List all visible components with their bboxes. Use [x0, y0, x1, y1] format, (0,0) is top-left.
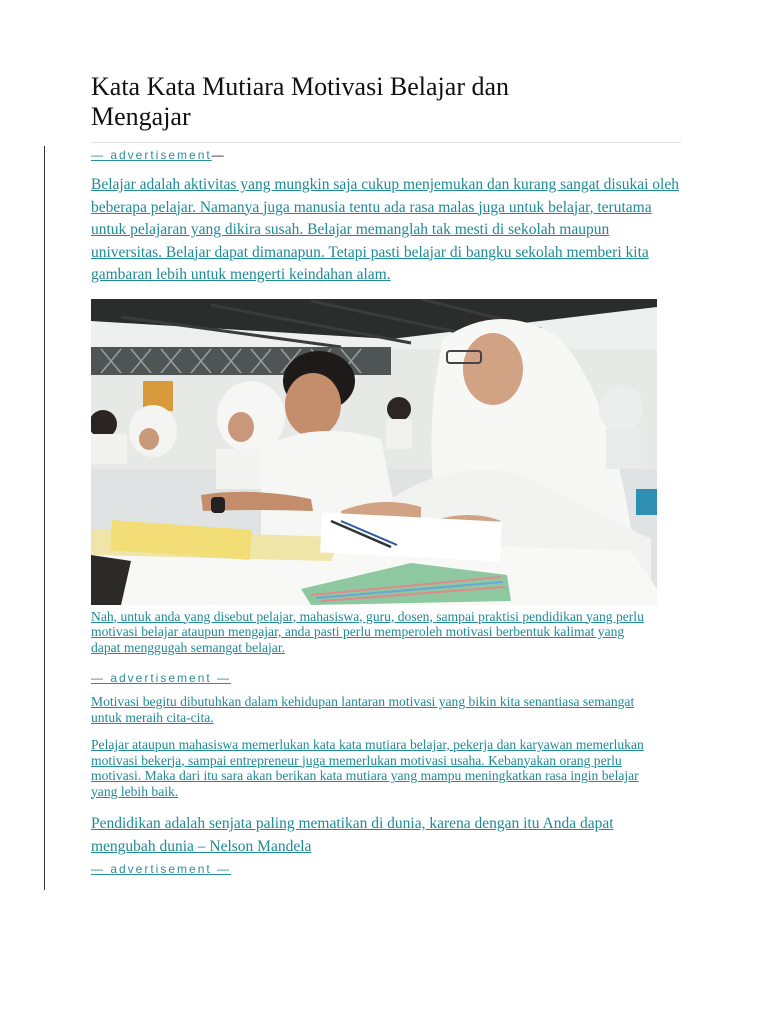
title-line-2: Mengajar [91, 102, 191, 131]
article-photo [91, 299, 657, 605]
paragraph-who-needs-motivation[interactable]: Pelajar ataupun mahasiswa memerlukan kata kata mutiara belajar, pekerja dan karyawan memerlukan motivasi bekerja, sampai entrepreneur juga memerlukan motivasi usaha. Kebanyakan orang perlu motivasi. Maka dari itu sara akan berikan kata mutiara yang mampu meningkatkan rasa ingin belajar yang lebih baik. [91, 737, 644, 799]
intro-paragraph[interactable]: Belajar adalah aktivitas yang mungkin saja cukup menjemukan dan kurang sangat disukai oleh beberapa pelajar. Namanya juga manusia tentu ada rasa malas juga untuk belajar, terutama untuk pelajaran yang dikira susah. Belajar memanglah tak mesti di sekolah maupun universitas. Belajar dapat dimanapun. Tetapi pasti belajar di bangku sekolah memberi kita gambaran lebih untuk mengerti keindahan alam. [91, 176, 679, 283]
page-title [91, 72, 681, 132]
advertisement-row-2 [91, 667, 681, 683]
advertisement-link-1[interactable]: — advertisement [91, 148, 212, 162]
title-line-1: Kata Kata Mutiara Motivasi Belajar dan [91, 72, 510, 101]
title-divider [91, 142, 681, 143]
advertisement-row-3 [91, 858, 681, 874]
quote-nelson-mandela[interactable]: Pendidikan adalah senjata paling mematikan di dunia, karena dengan itu Anda dapat mengubah dunia – Nelson Mandela [91, 815, 614, 855]
paragraph-motivation-life[interactable]: Motivasi begitu dibutuhkan dalam kehidupan lantaran motivasi yang bikin kita senantiasa semangat untuk meraih cita-cita. [91, 694, 635, 725]
paragraph-motivation-need[interactable]: Nah, untuk anda yang disebut pelajar, mahasiswa, guru, dosen, sampai praktisi pendidikan yang perlu motivasi belajar ataupun mengajar, anda pasti perlu memperoleh motivasi berbentuk kalimat yang dapat menggugah semangat belajar. [91, 608, 644, 655]
article [91, 72, 681, 874]
advertisement-link-2[interactable]: — advertisement — [91, 671, 232, 685]
advertisement-tail-1: — [211, 148, 224, 162]
classroom-photo-icon [91, 299, 657, 605]
advertisement-link-3[interactable]: — advertisement — [91, 862, 232, 876]
left-margin-rule [44, 146, 45, 890]
advertisement-row-1 [91, 144, 681, 160]
